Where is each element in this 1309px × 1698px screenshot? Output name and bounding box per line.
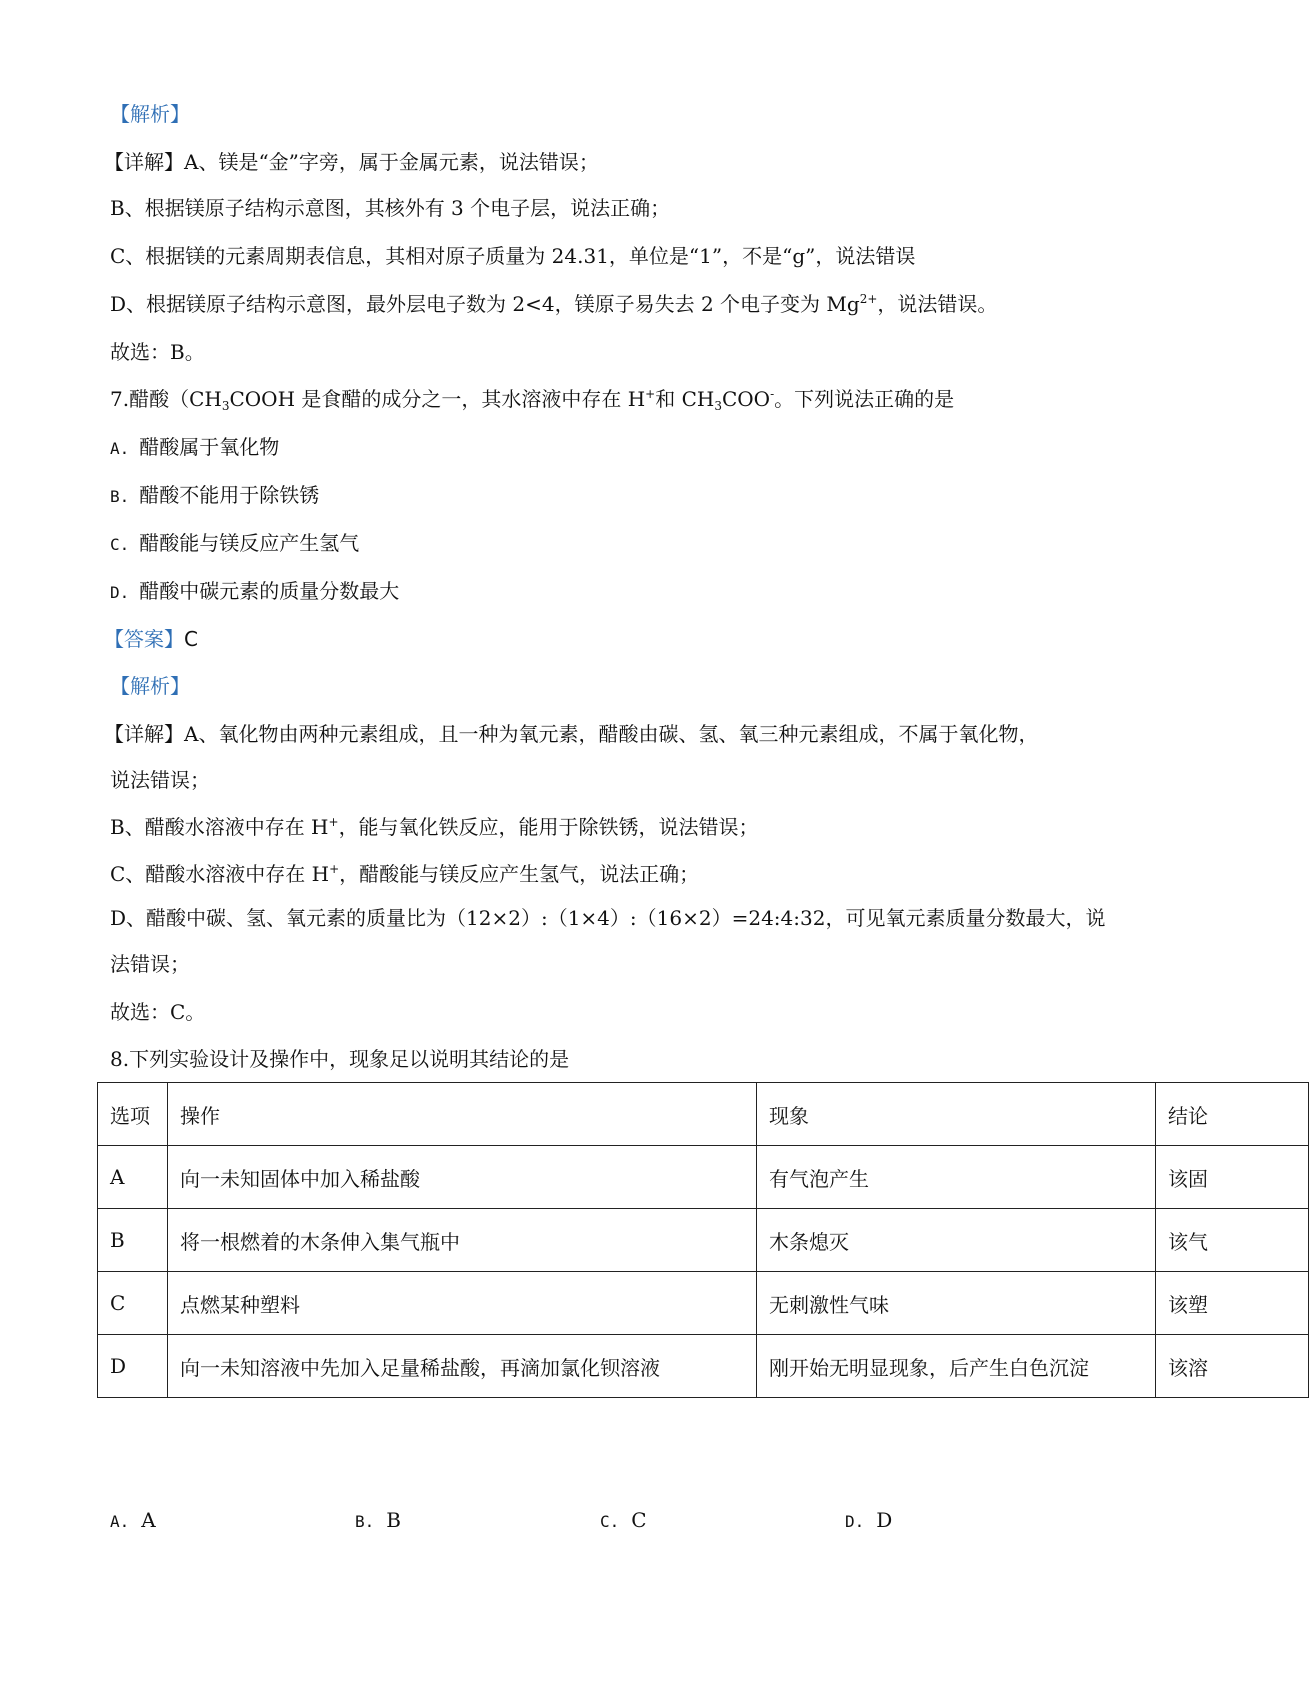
- q7-option-a[interactable]: [110, 433, 279, 463]
- table-cell: 点燃某种塑料: [168, 1272, 757, 1335]
- table-cell: 向一未知固体中加入稀盐酸: [168, 1146, 757, 1209]
- q7-stem-part: 。下列说法正确的是: [774, 387, 955, 411]
- q7-option-d[interactable]: [110, 577, 399, 607]
- q8-option-c[interactable]: [600, 1508, 647, 1532]
- q8-option-d[interactable]: [845, 1508, 892, 1532]
- table-cell: 该气: [1156, 1209, 1309, 1272]
- q7-line-d1: D、醋酸中碳、氢、氧元素的质量比为（12×2）:（1×4）:（16×2）=24:4:32，可见氧元素质量分数最大，说: [110, 906, 1106, 930]
- option-text: 醋酸属于氧化物: [139, 435, 280, 459]
- q7-sub: 3: [221, 399, 230, 413]
- q7-detail-a: [104, 720, 1038, 748]
- table-cell: 该固: [1156, 1146, 1309, 1209]
- option-key: C.: [600, 1512, 620, 1531]
- option-key: A.: [110, 439, 130, 458]
- option-text: A: [141, 1508, 156, 1532]
- option-text: D: [876, 1508, 893, 1532]
- detail-tag: 【详解】: [104, 722, 184, 746]
- option-key: A.: [110, 1512, 130, 1531]
- table-cell: D: [98, 1335, 168, 1398]
- table-row: [98, 1146, 1309, 1209]
- q6-line-c: C、根据镁的元素周期表信息，其相对原子质量为 24.31，单位是“1”，不是“g”，说法错误: [110, 244, 916, 268]
- q6-detail-a: [104, 148, 599, 176]
- q7-line-d2: 法错误；: [110, 952, 190, 976]
- q7-line-c: [110, 860, 699, 888]
- q7-stem-part: 7.醋酸（CH: [110, 387, 222, 411]
- table-header-cell: 选项: [98, 1083, 168, 1146]
- q7-sub: 3: [714, 399, 722, 413]
- answer-tag: 【答案】: [104, 627, 184, 651]
- q7-stem: [110, 385, 954, 413]
- option-key: D.: [110, 583, 130, 602]
- q7-line-c-end: ，醋酸能与镁反应产生氢气，说法正确；: [339, 862, 700, 886]
- detail-tag: 【详解】: [104, 150, 184, 174]
- q7-choice: 故选：C。: [110, 1000, 206, 1024]
- q6-line-b: B、根据镁原子结构示意图，其核外有 3 个电子层，说法正确；: [110, 196, 671, 220]
- experiment-table: [97, 1082, 1208, 1402]
- table-header-cell: 结论: [1156, 1083, 1309, 1146]
- option-text: 醋酸不能用于除铁锈: [139, 483, 320, 507]
- q8-option-a[interactable]: [110, 1508, 156, 1532]
- table-cell: 刚开始无明显现象，后产生白色沉淀: [757, 1335, 1156, 1398]
- table-cell: A: [98, 1146, 168, 1209]
- analysis-tag: 【解析】: [110, 102, 190, 126]
- option-text: B: [386, 1508, 401, 1532]
- q7-option-c[interactable]: [110, 529, 359, 559]
- q6-line-d-text: D、根据镁原子结构示意图，最外层电子数为 2<4，镁原子易失去 2 个电子变为 Mg: [110, 292, 860, 316]
- experiment-table-grid: [97, 1082, 1309, 1398]
- q7-stem-part: 和 CH: [655, 387, 715, 411]
- option-text: 醋酸中碳元素的质量分数最大: [139, 579, 400, 603]
- q6-line-a: A、镁是“金”字旁，属于金属元素，说法错误；: [184, 150, 599, 174]
- q6-line-d: [110, 290, 997, 318]
- option-key: D.: [845, 1512, 865, 1531]
- option-key: B.: [110, 487, 130, 506]
- table-cell: B: [98, 1209, 168, 1272]
- table-cell: 将一根燃着的木条伸入集气瓶中: [168, 1209, 757, 1272]
- table-header-cell: 现象: [757, 1083, 1156, 1146]
- q7-line-b: [110, 813, 759, 841]
- table-cell: 向一未知溶液中先加入足量稀盐酸，再滴加氯化钡溶液: [168, 1335, 757, 1398]
- q7-option-b[interactable]: [110, 481, 319, 511]
- q7-stem-part: COOH 是食醋的成分之一，其水溶液中存在 H: [229, 387, 646, 411]
- analysis-tag: 【解析】: [110, 674, 190, 698]
- table-row: [98, 1335, 1309, 1398]
- option-key: C.: [110, 535, 130, 554]
- table-row: [98, 1209, 1309, 1272]
- q7-sup: -: [770, 387, 775, 401]
- answer-value: C: [184, 627, 198, 651]
- table-cell: 该溶: [1156, 1335, 1309, 1398]
- q6-line-d-end: ，说法错误。: [877, 292, 998, 316]
- q6-choice: 故选：B。: [110, 340, 205, 364]
- table-cell: 无刺激性气味: [757, 1272, 1156, 1335]
- q7-stem-part: COO: [721, 387, 771, 411]
- q7-line-a1: A、氧化物由两种元素组成，且一种为氧元素，醋酸由碳、氢、氧三种元素组成，不属于氧化物，: [184, 722, 1039, 746]
- q7-sup: +: [645, 387, 656, 401]
- q8-stem: 8.下列实验设计及操作中，现象足以说明其结论的是: [110, 1047, 570, 1071]
- table-row: [98, 1272, 1309, 1335]
- table-cell: C: [98, 1272, 168, 1335]
- table-cell: 木条熄灭: [757, 1209, 1156, 1272]
- q8-options: [0, 1508, 1200, 1538]
- option-key: B.: [355, 1512, 375, 1531]
- table-header-cell: 操作: [168, 1083, 757, 1146]
- mg-charge: 2+: [859, 292, 878, 306]
- q7-line-b-end: ，能与氧化铁反应，能用于除铁锈，说法错误；: [338, 815, 759, 839]
- q7-line-a2: 说法错误；: [110, 768, 210, 792]
- option-text: C: [631, 1508, 647, 1532]
- table-header-row: [98, 1083, 1309, 1146]
- h-charge: +: [328, 815, 339, 829]
- table-cell: 有气泡产生: [757, 1146, 1156, 1209]
- q7-answer: [104, 625, 198, 653]
- table-cell: 该塑: [1156, 1272, 1309, 1335]
- option-text: 醋酸能与镁反应产生氢气: [139, 531, 360, 555]
- h-charge: +: [329, 862, 340, 876]
- q8-option-b[interactable]: [355, 1508, 401, 1532]
- q7-line-c-text: C、醋酸水溶液中存在 H: [110, 862, 330, 886]
- q7-line-b-text: B、醋酸水溶液中存在 H: [110, 815, 329, 839]
